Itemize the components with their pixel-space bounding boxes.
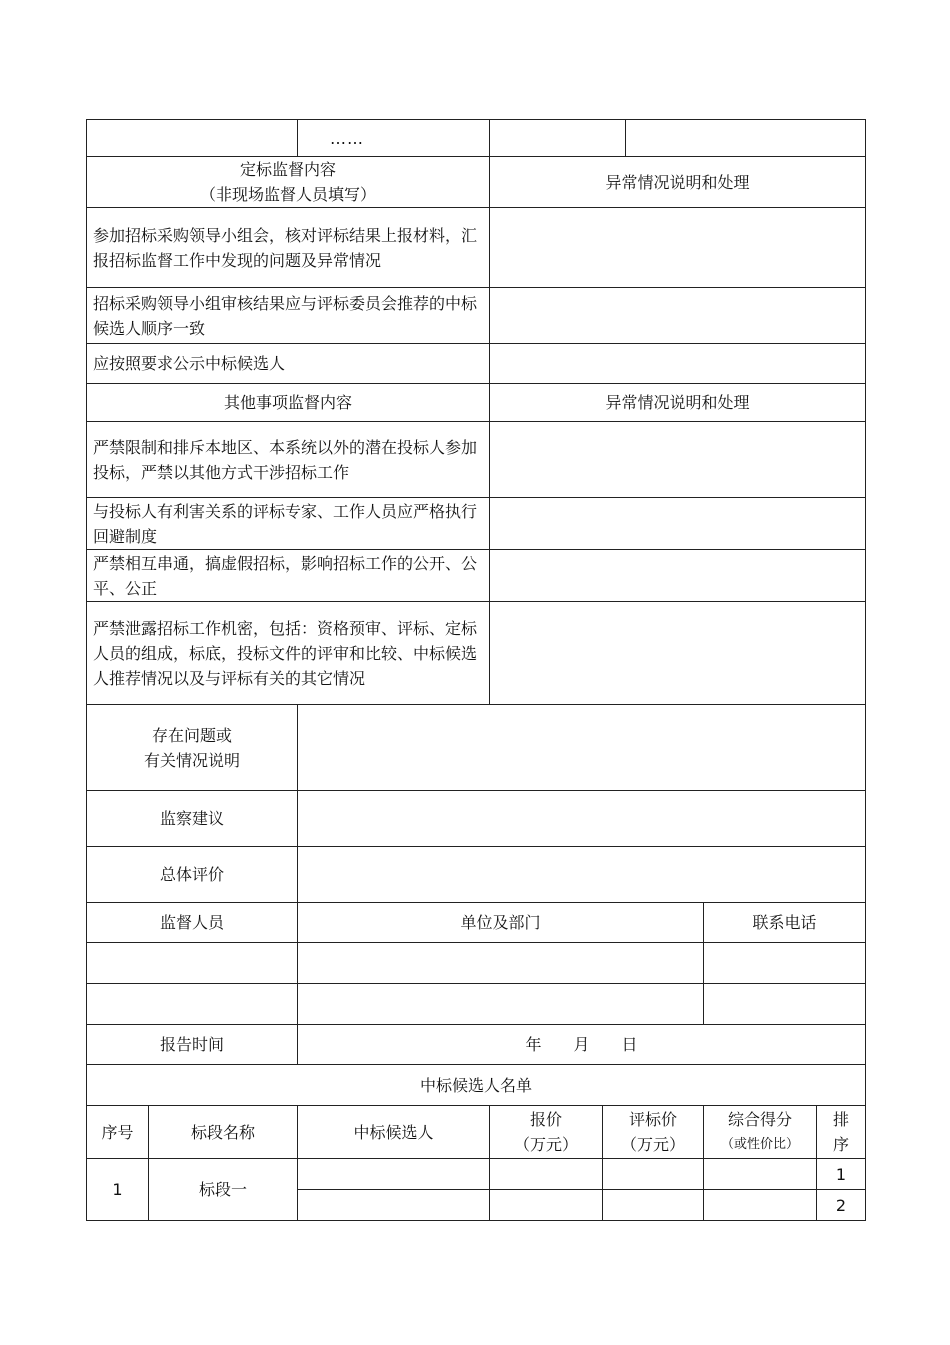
candidate-rank: 2	[817, 1190, 866, 1221]
other-header-left: 其他事项监督内容	[87, 384, 490, 422]
report-time-value[interactable]: 年 月 日	[298, 1025, 866, 1065]
other-item-note[interactable]	[490, 498, 866, 550]
candidate-row	[87, 1159, 866, 1190]
top-cell-left	[87, 120, 298, 157]
other-item-row	[87, 602, 866, 705]
candidate-rank: 1	[817, 1159, 866, 1190]
other-item-row	[87, 550, 866, 602]
col-rank-line2: 序	[833, 1135, 850, 1154]
supervisor-name-field[interactable]	[87, 984, 298, 1025]
candidate-eval-field[interactable]	[603, 1159, 704, 1190]
issues-row	[87, 705, 866, 791]
award-section-header	[87, 157, 866, 208]
award-item-note[interactable]	[490, 344, 866, 384]
supervisor-col-phone: 联系电话	[704, 903, 866, 943]
issues-label-line2: 有关情况说明	[143, 750, 240, 770]
col-eval-line2: （万元）	[620, 1135, 685, 1154]
suggestion-label: 监察建议	[87, 791, 298, 847]
award-header-left	[87, 157, 490, 208]
col-price	[490, 1106, 603, 1159]
col-candidate: 中标候选人	[298, 1106, 490, 1159]
award-header-right: 异常情况说明和处理	[490, 157, 866, 208]
other-item-text: 严禁相互串通，搞虚假招标，影响招标工作的公开、公平、公正	[87, 550, 490, 602]
candidates-title-row	[87, 1065, 866, 1106]
col-rank	[817, 1106, 866, 1159]
award-header-title: 定标监督内容	[239, 160, 336, 179]
candidates-header-row	[87, 1106, 866, 1159]
supervisor-phone-field[interactable]	[704, 984, 866, 1025]
row-section: 标段一	[149, 1159, 298, 1221]
other-item-note[interactable]	[490, 602, 866, 705]
supervisor-row	[87, 943, 866, 984]
candidate-score-field[interactable]	[704, 1159, 817, 1190]
award-item-row	[87, 288, 866, 344]
award-header-subtitle: （非现场监督人员填写）	[199, 185, 376, 204]
supervisor-unit-field[interactable]	[298, 943, 704, 984]
candidate-eval-field[interactable]	[603, 1190, 704, 1221]
col-price-line1: 报价	[529, 1110, 562, 1129]
ellipsis-cell: ……	[298, 120, 490, 157]
suggestion-row	[87, 791, 866, 847]
col-section: 标段名称	[149, 1106, 298, 1159]
supervisor-unit-field[interactable]	[298, 984, 704, 1025]
candidate-name-field[interactable]	[298, 1190, 490, 1221]
top-cell-mid[interactable]	[490, 120, 626, 157]
supervisor-phone-field[interactable]	[704, 943, 866, 984]
issues-field[interactable]	[298, 705, 866, 791]
col-no: 序号	[87, 1106, 149, 1159]
other-item-text: 与投标人有利害关系的评标专家、工作人员应严格执行回避制度	[87, 498, 490, 550]
supervisor-name-field[interactable]	[87, 943, 298, 984]
col-eval-price	[603, 1106, 704, 1159]
col-eval-line1: 评标价	[628, 1110, 677, 1129]
supervisor-header-row	[87, 903, 866, 943]
col-price-line2: （万元）	[513, 1135, 578, 1154]
evaluation-field[interactable]	[298, 847, 866, 903]
top-cell-right[interactable]	[626, 120, 866, 157]
candidates-title: 中标候选人名单	[87, 1065, 866, 1106]
other-item-note[interactable]	[490, 422, 866, 498]
award-item-note[interactable]	[490, 208, 866, 288]
candidate-price-field[interactable]	[490, 1190, 603, 1221]
award-item-text: 参加招标采购领导小组会，核对评标结果上报材料，汇报招标监督工作中发现的问题及异常情况	[87, 208, 490, 288]
award-item-text: 招标采购领导小组审核结果应与评标委员会推荐的中标候选人顺序一致	[87, 288, 490, 344]
other-item-text: 严禁限制和排斥本地区、本系统以外的潜在投标人参加投标，严禁以其他方式干涉招标工作	[87, 422, 490, 498]
col-score-line2: （或性价比）	[720, 1137, 799, 1152]
candidate-name-field[interactable]	[298, 1159, 490, 1190]
row-no: 1	[87, 1159, 149, 1221]
col-score-line1: 综合得分	[727, 1110, 792, 1129]
other-item-text: 严禁泄露招标工作机密，包括：资格预审、评标、定标人员的组成，标底，投标文件的评审和比较、中标候选人推荐情况以及与评标有关的其它情况	[87, 602, 490, 705]
col-score	[704, 1106, 817, 1159]
issues-label-line1: 存在问题或	[151, 725, 232, 745]
award-item-note[interactable]	[490, 288, 866, 344]
candidate-score-field[interactable]	[704, 1190, 817, 1221]
award-item-row	[87, 344, 866, 384]
candidate-price-field[interactable]	[490, 1159, 603, 1190]
top-partial-row	[87, 120, 866, 157]
report-time-label: 报告时间	[87, 1025, 298, 1065]
award-item-row	[87, 208, 866, 288]
other-item-row	[87, 498, 866, 550]
suggestion-field[interactable]	[298, 791, 866, 847]
supervisor-row	[87, 984, 866, 1025]
supervisor-col-unit: 单位及部门	[298, 903, 704, 943]
other-header-right: 异常情况说明和处理	[490, 384, 866, 422]
issues-label	[87, 705, 298, 791]
award-item-text: 应按照要求公示中标候选人	[87, 344, 490, 384]
supervision-report-table	[86, 119, 866, 1221]
other-item-note[interactable]	[490, 550, 866, 602]
supervisor-col-person: 监督人员	[87, 903, 298, 943]
other-section-header	[87, 384, 866, 422]
report-time-row	[87, 1025, 866, 1065]
col-rank-line1: 排	[833, 1110, 850, 1129]
other-item-row	[87, 422, 866, 498]
evaluation-label: 总体评价	[87, 847, 298, 903]
evaluation-row	[87, 847, 866, 903]
